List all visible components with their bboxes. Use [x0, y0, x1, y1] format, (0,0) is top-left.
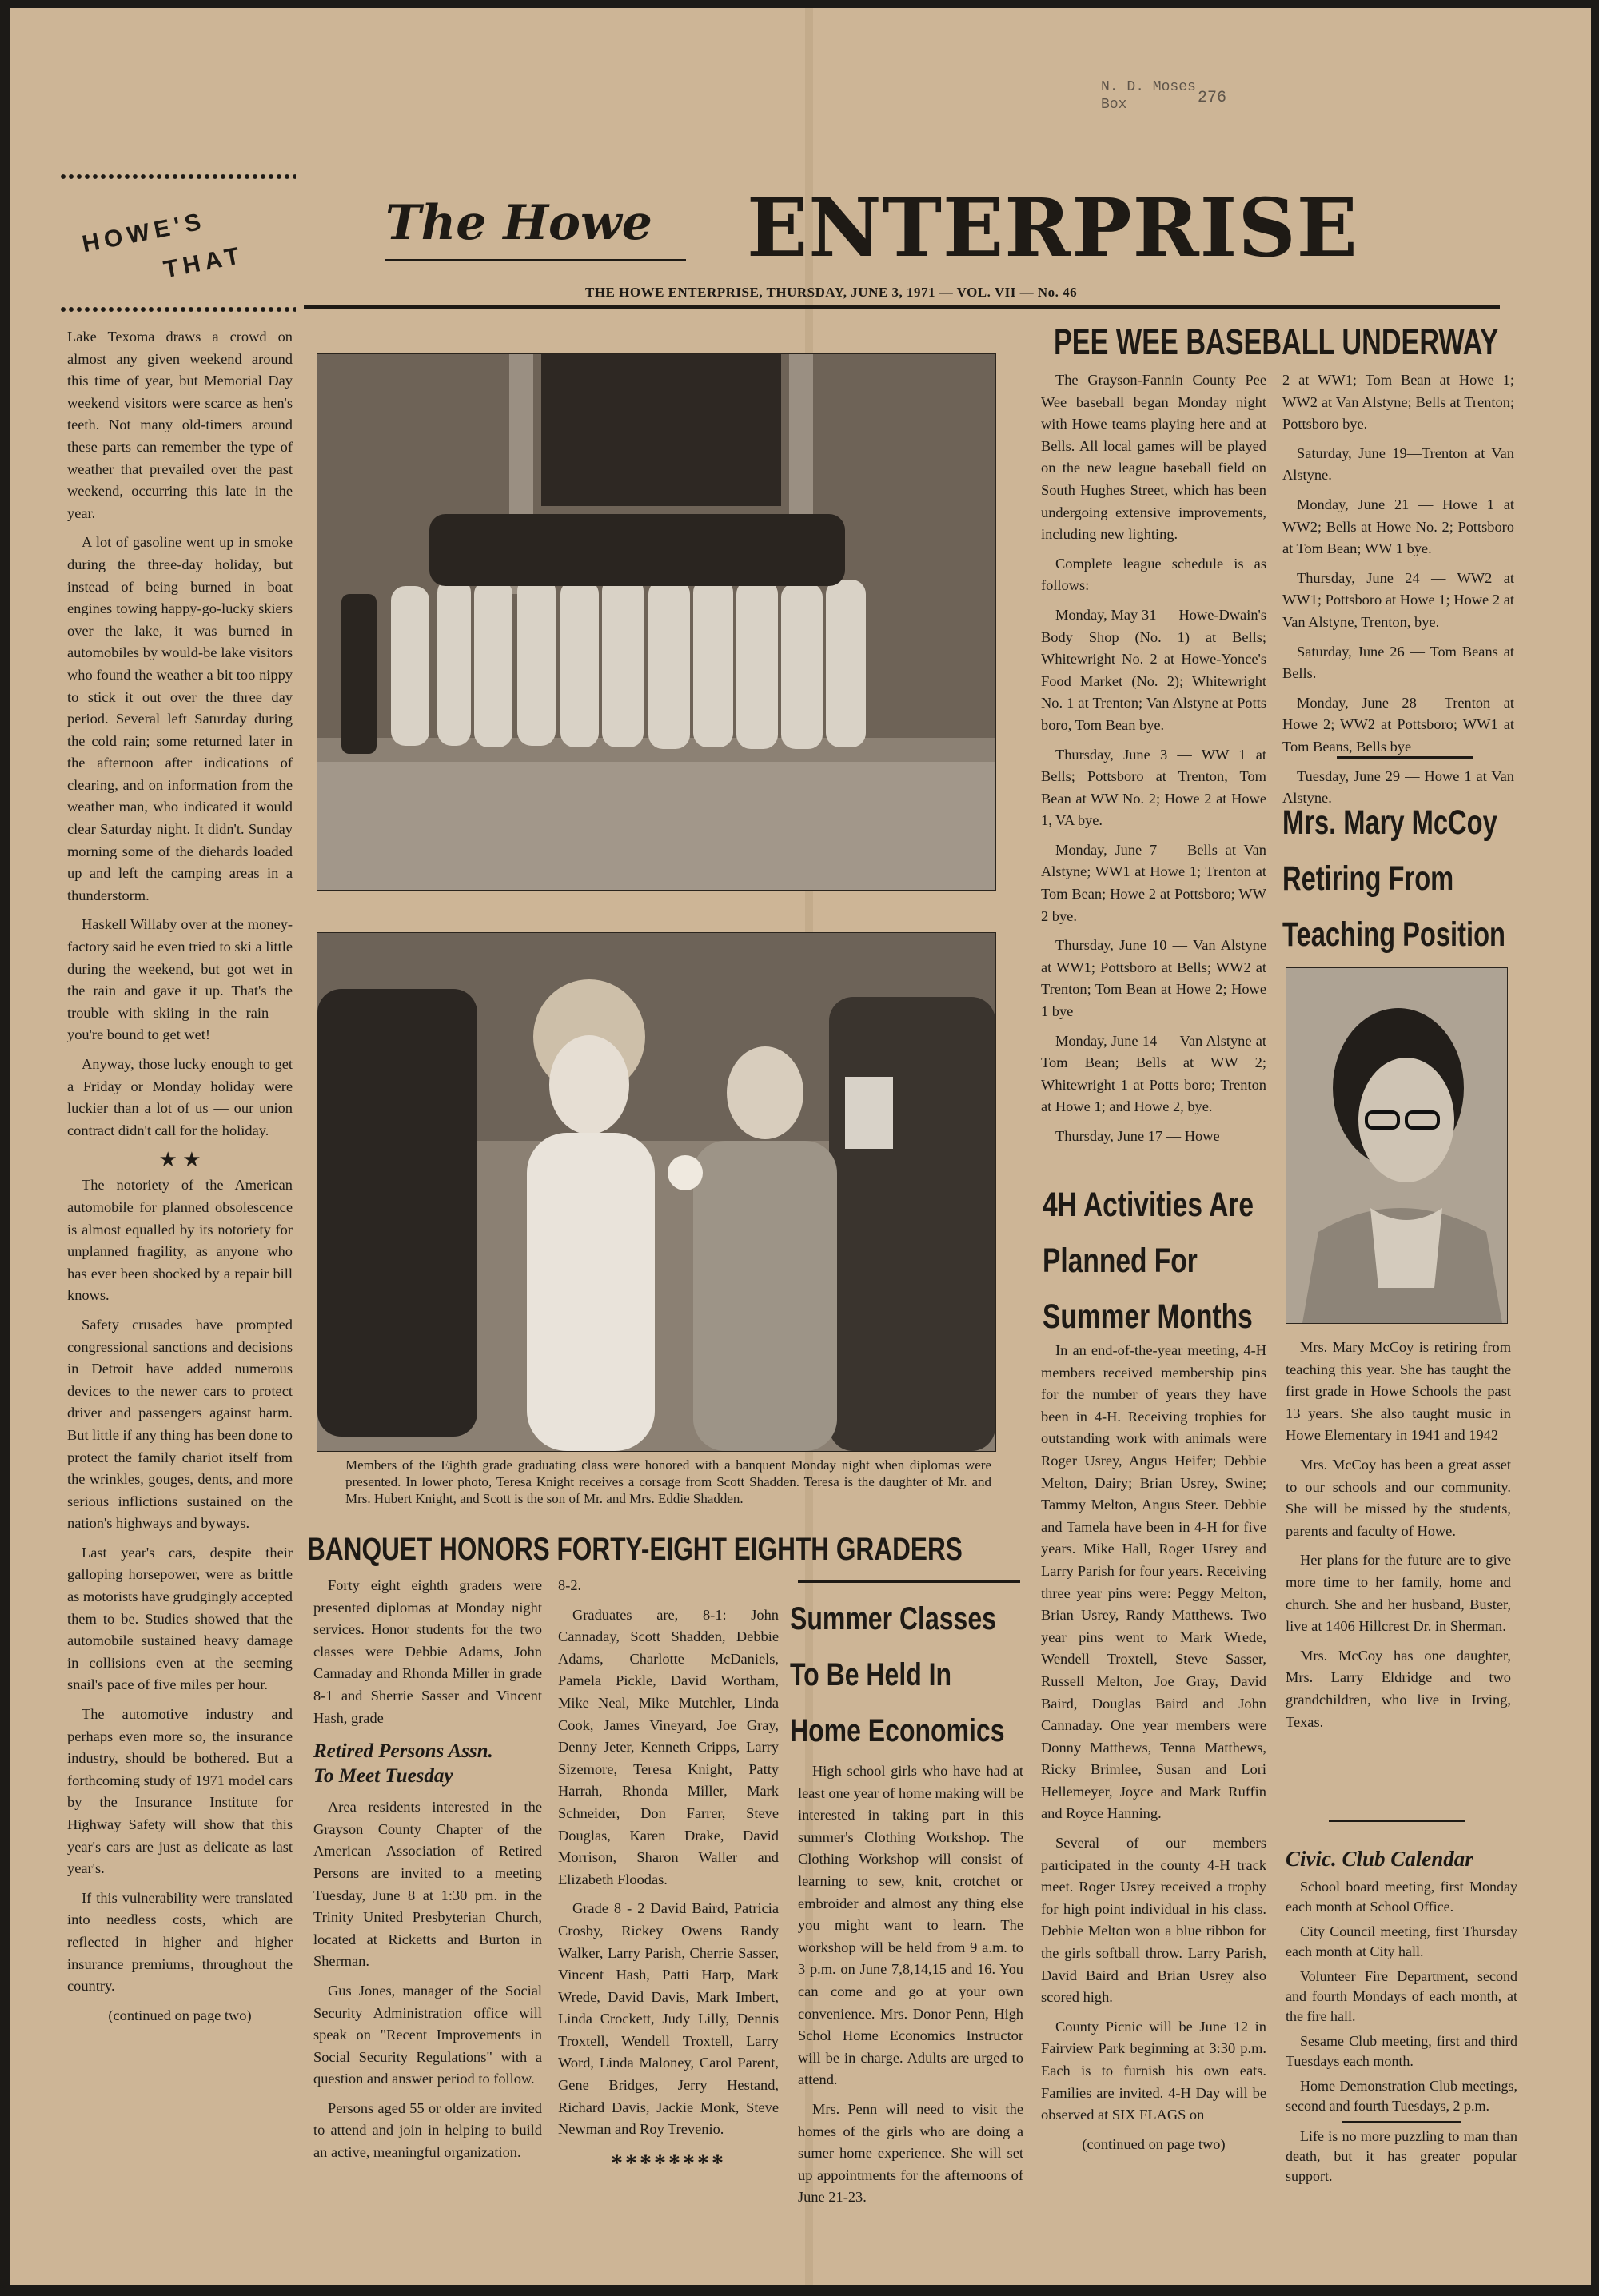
- class-photo: [317, 353, 996, 891]
- schedule-entry: Thursday, June 10 — Van Alstyne at WW1; Pottsboro at Bells; WW2 at Trenton; Tom Bean at Howe 2; Howe 1 bye: [1041, 937, 1266, 1020]
- corsage-photo: [317, 932, 996, 1452]
- howes-that-paragraph: The notoriety of the American automobile for planned obsolescence is almost equalled by its notoriety for unplanned fragility, as anyone who has ever been shocked by a repair bill knows.: [67, 1177, 293, 1304]
- retired-paragraph: Area residents interested in the Grayson County Chapter of the American Association of Retired Persons are invited to a meeting Tuesday, June 8 at 1:30 pm. in the Trinity United Presbyterian Church, located at Ricketts and Burton in Sherman.: [313, 1799, 542, 1970]
- banquet-column-2: [558, 1575, 779, 2174]
- mccoy-headline-line2: Retiring From: [1282, 859, 1454, 898]
- civic-item: School board meeting, first Monday each month at School Office.: [1286, 1879, 1517, 1915]
- schedule-entry: Thursday, June 17 — Howe: [1055, 1128, 1220, 1144]
- banquet-headline: BANQUET HONORS FORTY-EIGHT EIGHTH GRADERS: [307, 1532, 963, 1567]
- banquet-graduates-8-2: Grade 8 - 2 David Baird, Patricia Crosby, Rickey Owens Randy Walker, Larry Parish, Cherrie Sasser, Vincent Hash, Patti Harp, Mark Wrede, David Davis, Mark Imbert, Linda Crockett, Judy Lilly, Dennis Troxtell, Wendell Troxtell, Larry Word, Linda Maloney, Carol Parent, Gene Bridges, Jerry Hestand, Richard Davis, Jackie Monk, Steve Newman and Roy Trevenio.: [558, 1900, 779, 2138]
- civic-item: Sesame Club meeting, first and third Tuesdays each month.: [1286, 2033, 1517, 2069]
- mccoy-paragraph: Mrs. McCoy has one daughter, Mrs. Larry Eldridge and two grandchildren, who live in Irving, Texas.: [1286, 1647, 1511, 1730]
- howes-that-paragraph: A lot of gasoline went up in smoke during the three-day holiday, but instead of being burned in boat engines towing happy-go-lucky skiers over the lake, it was burned in automobiles by would-be lake visitors who found the weather a bit too nippy to stick it out over the three day period. Several left Saturday during the cold rain; some returned later in the afternoon after indications of clearing, and on information from the weather man, who indicated it would clear Saturday night. It didn't. Sunday morning some of the diehards loaded up and left the camping areas in a thunderstorm.: [67, 534, 293, 903]
- summer-headline-line3: Home Economics: [790, 1713, 1005, 1748]
- archive-stamp: [1101, 78, 1196, 114]
- civic-rule: [1342, 2121, 1461, 2123]
- howes-that-paragraph: Lake Texoma draws a crowd on almost any given weekend around this time of year, but Memorial Day weekend visitors were scarce as hen's teeth. Not many old-timers around these parts can remember the type of weather that prevailed over the past weekend, occurring this late in the year.: [67, 329, 293, 521]
- summer-paragraph: Mrs. Penn will need to visit the homes of the girls who are doing a sumer home experience. She will set up appointments for the afternoons of June 21-23.: [798, 2100, 1023, 2206]
- schedule-entry: Thursday, June 24 — WW2 at WW1; Pottsboro at Howe 1; Howe 2 at Van Alstyne, Trenton, bye.: [1282, 569, 1514, 630]
- mccoy-portrait-image: [1286, 968, 1507, 1323]
- schedule-entry: Monday, June 14 — Van Alstyne at Tom Bean; Bells at WW 2; Whitewright 1 at Potts boro; Trenton at Howe 1; and Howe 2, bye.: [1041, 1032, 1266, 1115]
- summer-column: [798, 1760, 1023, 2216]
- schedule-entry: Monday, May 31 — Howe-Dwain's Body Shop (No. 1) at Bells; Whitewright No. 2 at Howe-Yonce's Food Market (No. 2); Whitewright No. 1 at Trenton; Van Alstyne at Potts boro, Tom Bean bye.: [1041, 606, 1266, 733]
- howes-that-paragraph: Last year's cars, despite their galloping horsepower, were as brittle as motorists have grudgingly accepted them to be. Studies showed that the automobile sustained heavy damage in collisions even at the seeming snail's pace of five miles per hour.: [67, 1544, 293, 1693]
- masthead-rule: [304, 305, 1500, 309]
- schedule-entry: Saturday, June 19—Trenton at Van Alstyne.: [1282, 444, 1514, 484]
- peewee-paragraph: Complete league schedule is as follows:: [1041, 555, 1266, 594]
- fourh-headline-line1: 4H Activities Are: [1043, 1186, 1254, 1224]
- peewee-column-1: [1041, 369, 1266, 1155]
- fourh-headline-line3: Summer Months: [1043, 1297, 1253, 1336]
- banquet-paragraph: Forty eight eighth graders were presented diplomas at Monday night services. Honor students for the two classes were Debbie Adams, John Cannaday and Rhonda Miller in grade 8-1 and Sherrie Sasser and Vincent Hash, grade: [313, 1577, 542, 1726]
- howes-that-paragraph: If this vulnerability were translated into needless costs, which are reflected in higher and higher insurance premiums, throughout the country.: [67, 1889, 293, 1995]
- archive-stamp-line1: N. D. Moses: [1101, 79, 1196, 95]
- masthead-title-large: ENTERPRISE: [747, 181, 1358, 275]
- retired-paragraph: Gus Jones, manager of the Social Security Administration office will speak on "Recent Improvements in Social Security Regulations" with a question and answer period to follow.: [313, 1982, 542, 2087]
- schedule-entry: Monday, June 28 —Trenton at Howe 2; WW2 at Pottsboro; WW1 at Tom Beans, Bells bye: [1282, 694, 1514, 755]
- civic-top-rule: [1329, 1820, 1465, 1822]
- dotted-rule-bottom: [59, 305, 296, 313]
- peewee-column-2: [1282, 369, 1514, 817]
- civic-column: [1286, 1877, 1517, 2194]
- peewee-end-rule: [1337, 756, 1473, 759]
- continued-note: (continued on page two): [108, 2007, 252, 2023]
- mccoy-paragraph: Her plans for the future are to give more time to her family, home and church. She and her husband, Buster, live at 1406 Hillcrest Dr. in Sherman.: [1286, 1552, 1511, 1635]
- dotted-rule-top: [59, 173, 296, 181]
- retired-headline-line2: To Meet Tuesday: [313, 1765, 453, 1788]
- retired-headline: [313, 1739, 542, 1788]
- mccoy-portrait: [1286, 967, 1508, 1324]
- mccoy-paragraph: Mrs. McCoy has been a great asset to our schools and our community. She will be missed by the students, parents and faculty of Howe.: [1286, 1456, 1511, 1539]
- corsage-photo-image: [317, 933, 995, 1451]
- archive-stamp-number: 276: [1198, 89, 1227, 107]
- continued-note: (continued on page two): [1082, 2135, 1226, 2152]
- masthead-underline: [385, 259, 686, 261]
- mccoy-column: [1286, 1337, 1511, 1740]
- newspaper-page: [10, 8, 1591, 2285]
- banquet-class-note: 8-2.: [558, 1577, 582, 1593]
- civic-item: City Council meeting, first Thursday each month at City hall.: [1286, 1923, 1517, 1959]
- peewee-headline: PEE WEE BASEBALL UNDERWAY: [1054, 321, 1499, 362]
- summer-top-rule: [798, 1580, 1020, 1583]
- civic-item: Volunteer Fire Department, second and fourth Mondays of each month, at the fire hall.: [1286, 1968, 1517, 2024]
- masthead-title-small: The Howe: [385, 195, 652, 251]
- schedule-entry: Tuesday, June 29 — Howe 1 at Van Alstyne.: [1282, 767, 1514, 807]
- peewee-paragraph: The Grayson-Fannin County Pee Wee baseball began Monday night with Howe teams playing here and at Bells. All local games will be played on the new league baseball field on South Hughes Street, which has been undergoing extensive improvements, including new lighting.: [1041, 372, 1266, 543]
- fourh-headline: [1043, 1177, 1254, 1345]
- fourh-headline-line2: Planned For: [1043, 1242, 1198, 1280]
- summer-headline-line1: Summer Classes: [790, 1601, 996, 1636]
- fourh-column: [1041, 1340, 1266, 2155]
- civic-headline: Civic. Club Calendar: [1286, 1847, 1473, 1871]
- howes-that-paragraph: Safety crusades have prompted congressional sanctions and decisions in Detroit have added numerous devices to the newer cars to protect driver and passengers against harm. But little if any thing has been done to protect the family chariot itself from the wrinkles, gouges, dents, and more serious inflictions sustained on the nation's highways and byways.: [67, 1316, 293, 1532]
- civic-filler: Life is no more puzzling to man than death, but it has greater popular support.: [1286, 2128, 1517, 2184]
- banquet-graduates-8-1: Graduates are, 8-1: John Cannaday, Scott Shadden, Debbie Adams, Charlotte McDaniels, Pamela Pickle, David Wortham, Mike Neal, Mike Mutchler, Linda Cook, James Vineyard, Joe Gray, Denny Jeter, Kenneth Cripps, Larry Sizemore, Teresa Knight, Patty Harrah, Rhonda Miller, Mark Schneider, Don Farrer, Steve Douglas, Karen Drake, David Morrison, Sharon Waller and Elizabeth Floodas.: [558, 1606, 779, 1887]
- banquet-end-mark: ********: [611, 2149, 726, 2176]
- fourh-paragraph: Several of our members participated in the county 4-H track meet. Roger Usrey received a trophy for high point individual in his class. Debbie Melton won a blue ribbon for the girls softball throw. Larry Parish, David Baird and Brian Usrey also scored high.: [1041, 1835, 1266, 2006]
- summer-paragraph: High school girls who have had at least one year of home making will be interested in taking part in this summer's Clothing Workshop. The Clothing Workshop will consist of learning to sew, knit, crotchet or embroider and almost any thing else you might want to learn. The workshop will be held from 9 a.m. to 3 p.m. on June 7,8,14,15 and 16. You can come and go at your own convenience. Mrs. Donor Penn, High Schol Home Economics Instructor will be in charge. Adults are urged to attend.: [798, 1763, 1023, 2088]
- schedule-entry: 2 at WW1; Tom Bean at Howe 1; WW2 at Van Alstyne; Bells at Trenton; Pottsboro bye.: [1282, 372, 1514, 432]
- summer-headline-line2: To Be Held In: [790, 1657, 952, 1692]
- schedule-entry: Thursday, June 3 — WW 1 at Bells; Pottsboro at Trenton, Tom Bean at WW No. 2; Howe 2 at Howe 1, VA bye.: [1041, 746, 1266, 829]
- column-title-line1: HOWE'S: [80, 208, 208, 258]
- schedule-entry: Monday, June 7 — Bells at Van Alstyne; WW1 at Howe 1; Trenton at Tom Bean; Howe 2 at Pottsboro; WW 2 bye.: [1041, 841, 1266, 924]
- retired-paragraph: Persons aged 55 or older are invited to attend and join in helping to build an active, meaningful organization.: [313, 2099, 542, 2161]
- fourh-paragraph: County Picnic will be June 12 in Fairview Park beginning at 3:30 p.m. Each is to furnish his own eats. Families are invited. 4-H Day will be observed at SIX FLAGS on: [1041, 2018, 1266, 2123]
- schedule-entry: Monday, June 21 — Howe 1 at WW2; Bells at Howe No. 2; Pottsboro at Tom Bean; WW 1 bye.: [1282, 496, 1514, 557]
- banquet-column-1: [313, 1575, 542, 2171]
- column-title-line2: THAT: [161, 241, 247, 284]
- mccoy-headline-line1: Mrs. Mary McCoy: [1282, 803, 1497, 842]
- class-photo-image: [317, 354, 995, 890]
- dateline: THE HOWE ENTERPRISE, THURSDAY, JUNE 3, 1971 — VOL. VII — No. 46: [585, 285, 1078, 300]
- civic-item: Home Demonstration Club meetings, second and fourth Tuesdays, 2 p.m.: [1286, 2078, 1517, 2114]
- summer-headline: [790, 1591, 1005, 1759]
- schedule-entry: Saturday, June 26 — Tom Beans at Bells.: [1282, 643, 1514, 682]
- mccoy-paragraph: Mrs. Mary McCoy is retiring from teaching this year. She has taught the first grade in Howe Schools the past 13 years. She also taught music in Howe Elementary in 1941 and 1942: [1286, 1339, 1511, 1444]
- howes-that-column: [67, 326, 293, 2027]
- fourh-paragraph: In an end-of-the-year meeting, 4-H members received membership pins for the number of years they have been in 4-H. Receiving trophies for outstanding work with animals were Roger Usrey, Angus Heifer; Debbie Melton, Dairy; Brian Usrey, Swine; Tammy Melton, Angus Steer. Debbie and Tamela have been in 4-H for five years. Mike Hall, Roger Usrey and Larry Parish for four years. Receiving three year pins were: Peggy Melton, Brian Usrey, Randy Matthews. Two year pins went to Mark Wrede, Wendell Troxtell, Steve Sasser, Russell Melton, Joe Gray, David Baird, Douglas Baird and John Cannaday. One year members were Donny Matthews, Tenna Matthews, Ricky Brimlee, Susan and Lori Hellemeyer, Joyce and Mark Ruffin and Royce Hanning.: [1041, 1342, 1266, 1822]
- howes-that-paragraph: Haskell Willaby over at the money-factory said he even tried to ski a little during the weekend, but got wet in the rain and gave it up. That's the trouble with skiing in the rain — you're bound to get wet!: [67, 916, 293, 1043]
- archive-stamp-line2: Box: [1101, 97, 1127, 113]
- star-separator: ★ ★: [158, 1148, 201, 1172]
- photo-caption: Members of the Eighth grade graduating class were honored with a banquent Monday night when diplomas were presented. In lower photo, Teresa Knight receives a corsage from Scott Shadden. Teresa is the daughter of Mr. and Mrs. Hubert Knight, and Scott is the son of Mr. and Mrs. Eddie Shadden.: [345, 1457, 991, 1506]
- mccoy-headline-line3: Teaching Position: [1282, 915, 1506, 954]
- howes-that-paragraph: Anyway, those lucky enough to get a Friday or Monday holiday were luckier than a lot of us — our union contract didn't call for the holiday.: [67, 1056, 293, 1138]
- howes-that-paragraph: The automotive industry and perhaps even more so, the insurance industry, should be bothered. But a forthcoming study of 1971 model cars by the Insurance Institute for Highway Safety will show that this year's cars are just as delicate as last year's.: [67, 1706, 293, 1877]
- mccoy-headline: [1282, 795, 1505, 963]
- retired-headline-line1: Retired Persons Assn.: [313, 1740, 493, 1763]
